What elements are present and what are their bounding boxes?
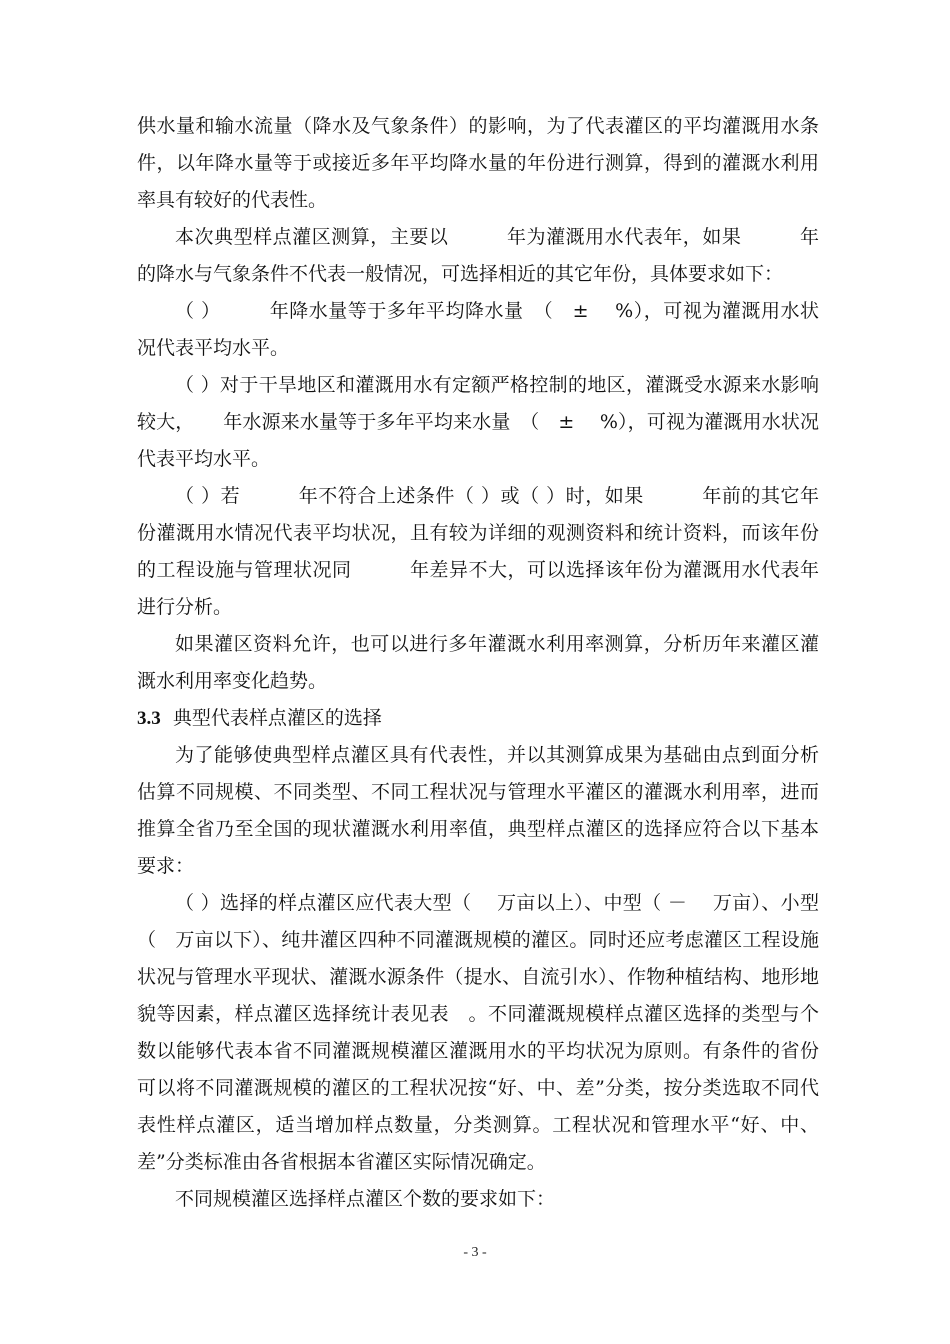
page-number: - 3 - <box>463 1245 487 1260</box>
paragraph-representative-year: 本次典型样点灌区测算，主要以 年为灌溉用水代表年，如果 年的降水与气象条件不代表一般情况，可选择相近的其它年份，具体要求如下： <box>137 226 819 285</box>
paragraph-selection-item-1: （ ）选择的样点灌区应代表大型（ 万亩以上）、中型（ － 万亩）、小型（ 万亩以下）、纯井灌区四种不同灌溉规模的灌区。同时还应考虑灌区工程设施状况与管理水平现状、灌溉水源条件（提水、自流引水）、作物种植结构、地形地貌等因素，样点灌区选择统计表见表 。不同灌溉规模样点灌区选择的类型与个数以能够代表本省不同灌溉规模灌区灌溉用水的平均状况为原则。有条件的省份可以将不同灌溉规模的灌区的工程状况按“好、中、差”分类，按分类选取不同代表性样点灌区，适当增加样点数量，分类测算。工程状况和管理水平“好、中、差”分类标准由各省根据本省灌区实际情况确定。 <box>137 892 819 1173</box>
paragraph-selection-count: 不同规模灌区选择样点灌区个数的要求如下： <box>175 1188 556 1210</box>
section-number: 3.3 <box>137 708 161 729</box>
paragraph-item-3: （ ）若 年不符合上述条件（ ）或（ ）时，如果 年前的其它年份灌溉用水情况代表平均状况，且有较为详细的观测资料和统计资料，而该年份的工程设施与管理状况同 年差异不大，可以选择该年份为灌溉用水代表年进行分析。 <box>137 485 819 618</box>
page-body <box>137 108 819 1218</box>
section-heading <box>137 700 819 737</box>
paragraph-multi-year: 如果灌区资料允许，也可以进行多年灌溉水利用率测算，分析历年来灌区灌溉水利用率变化趋势。 <box>137 633 819 692</box>
paragraph-item-1: （ ） 年降水量等于多年平均降水量 （ ± %），可视为灌溉用水状况代表平均水平。 <box>137 300 819 359</box>
paragraph-item-2: （ ）对于干旱地区和灌溉用水有定额严格控制的地区，灌溉受水源来水影响较大， 年水源来水量等于多年平均来水量 （ ± %），可视为灌溉用水状况代表平均水平。 <box>137 374 819 470</box>
section-title: 典型代表样点灌区的选择 <box>172 707 382 729</box>
paragraph-selection-intro: 为了能够使典型样点灌区具有代表性，并以其测算成果为基础由点到面分析估算不同规模、不同类型、不同工程状况与管理水平灌区的灌溉水利用率，进而推算全省乃至全国的现状灌溉水利用率值，典型样点灌区的选择应符合以下基本要求： <box>137 744 819 877</box>
paragraph-continuation: 供水量和输水流量（降水及气象条件）的影响，为了代表灌区的平均灌溉用水条件，以年降水量等于或接近多年平均降水量的年份进行测算，得到的灌溉水利用率具有较好的代表性。 <box>137 115 819 211</box>
